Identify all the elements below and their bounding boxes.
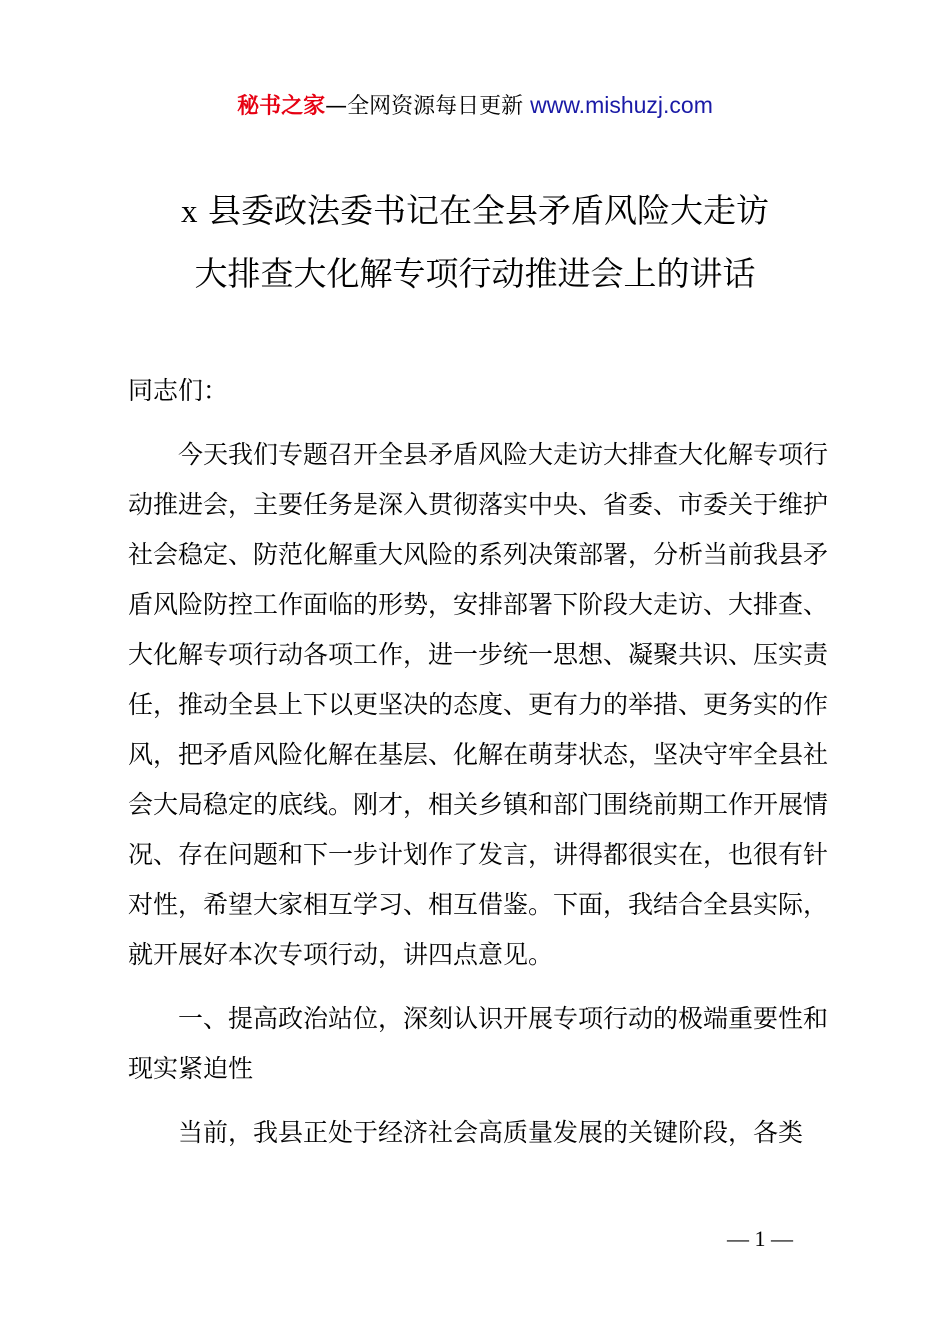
section-1-heading: 一、提高政治站位，深刻认识开展专项行动的极端重要性和现实紧迫性 (128, 1004, 829, 1083)
paragraph-1: 今天我们专题召开全县矛盾风险大走访大排查大化解专项行动推进会，主要任务是深入贯彻落实中央、省委、市委关于维护社会稳定、防范化解重大风险的系列决策部署，分析当前我县矛盾风险防控工作面临的形势，安排部署下阶段大走访、大排查、大化解专项行动各项工作，进一步统一思想、凝聚共识、压实责任，推动全县上下以更坚决的态度、更有力的举措、更务实的作风，把矛盾风险化解在基层、化解在萌芽状态，坚决守牢全县社会大局稳定的底线。刚才，相关乡镇和部门围绕前期工作开展情况、存在问题和下一步计划作了发言，讲得都很实在，也很有针对性，希望大家相互学习、相互借鉴。下面，我结合全县实际，就开展好本次专项行动，讲四点意见。 (128, 440, 829, 969)
title-line-2: 大排查大化解专项行动推进会上的讲话 (194, 254, 756, 293)
title-line-1 (0, 180, 950, 243)
paragraph-2: 当前，我县正处于经济社会高质量发展的关键阶段，各类 (178, 1118, 804, 1147)
title-prefix: x (181, 194, 198, 230)
brand-name: 秘书之家 (237, 94, 326, 119)
site-header (0, 88, 950, 124)
salutation: 同志们： (128, 376, 229, 405)
header-tagline: —全网资源每日更新 (325, 94, 524, 119)
site-url-link[interactable]: www.mishuzj.com (530, 92, 713, 118)
title-line-1-text: 县委政法委书记在全县矛盾风险大走访 (208, 191, 769, 230)
page-number: — 1 — (727, 1226, 793, 1251)
document-body (128, 366, 832, 1158)
document-title (0, 180, 950, 305)
